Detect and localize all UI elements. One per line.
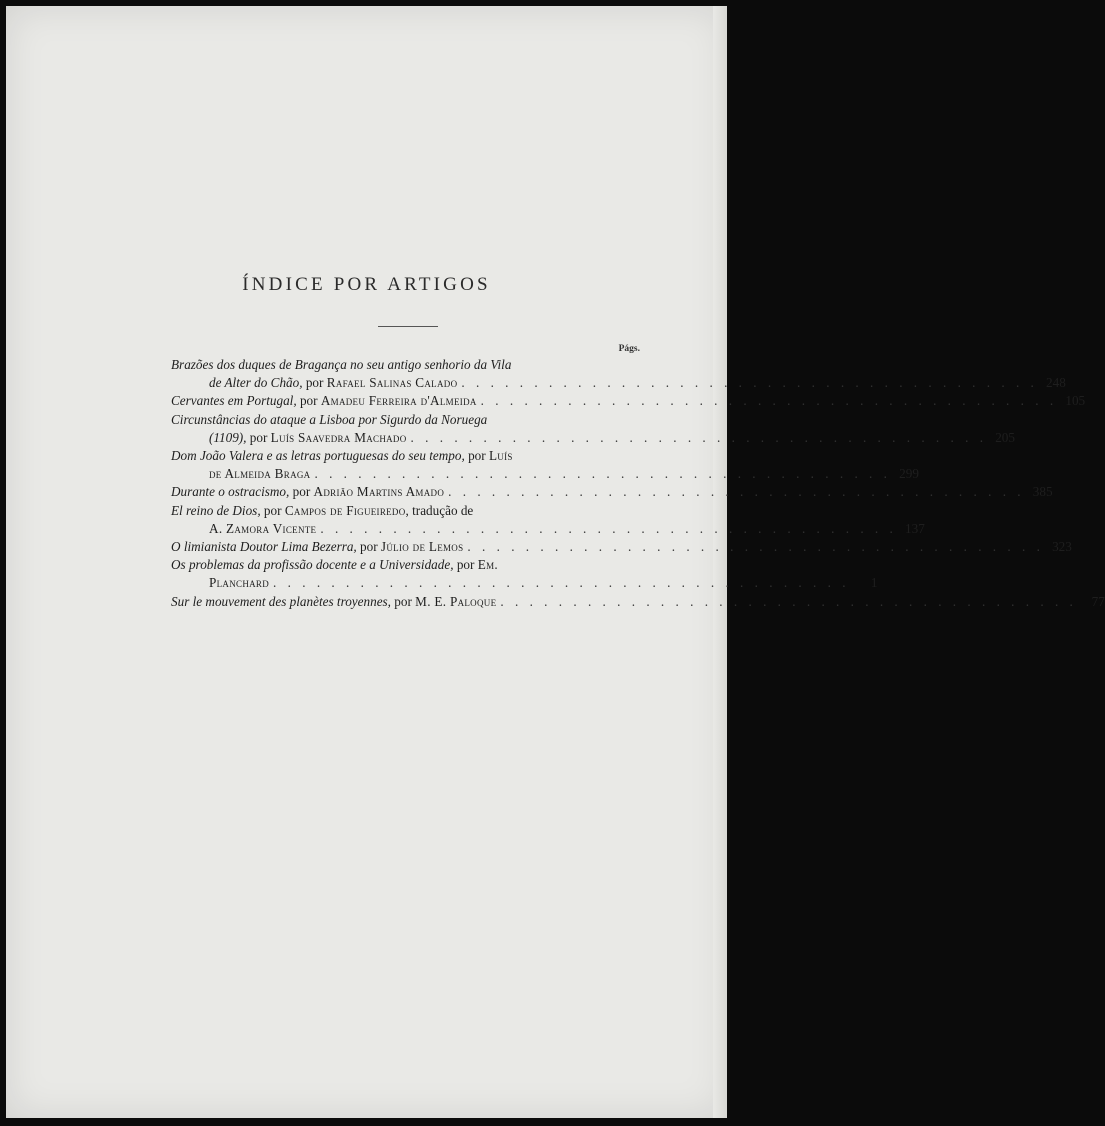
by-word: por [356, 539, 381, 555]
article-title: Circunstâncias do ataque a Lisboa por Sigurdo da Noruega [171, 411, 488, 427]
article-author: Luís Saavedra Machado [270, 429, 407, 445]
toc-entry-line [171, 502, 647, 520]
article-title: Brazões dos duques de Bragança no seu antigo senhorio da Vila [171, 357, 512, 372]
toc-entry [171, 483, 1053, 501]
toc-entry [171, 356, 1066, 392]
article-title: Cervantes em Portugal, [171, 393, 297, 409]
article-author: Amadeu Ferreira d'Almeida [320, 393, 477, 409]
article-author: Adrião Martins Amado [313, 484, 445, 500]
toc-entry-line [171, 374, 1066, 392]
toc-entry-line [171, 429, 1015, 447]
dot-leader: . . . . . . . . . . . . . . . . . . . . . . . . . . . . . . . . . . . . . . . . [461, 375, 1038, 391]
toc-entry-line [171, 483, 1053, 501]
dot-leader: . . . . . . . . . . . . . . . . . . . . . . . . . . . . . . . . . . . . . . . . [410, 429, 987, 445]
translator-note: , tradução de [405, 502, 474, 518]
article-author: M. E. Paloque [415, 593, 497, 609]
article-title: El reino de Dios, [171, 502, 261, 518]
page-edge [713, 6, 727, 1118]
page-number: 1 [870, 575, 878, 591]
scanned-page [6, 6, 1105, 1118]
toc-entry-line [171, 556, 647, 574]
article-author: Em. [477, 557, 498, 573]
article-title: Sur le mouvement des planètes troyennes, [171, 593, 391, 609]
toc-entry-line [171, 447, 647, 465]
page-number: 248 [1046, 375, 1066, 391]
dot-leader: . . . . . . . . . . . . . . . . . . . . . . . . . . . . . . . . . . . . . . . . [314, 466, 891, 482]
by-word: por [453, 557, 478, 573]
article-title: de Alter do Chão, [209, 375, 303, 391]
article-author: Planchard [209, 575, 270, 591]
page-number: 77 [1091, 593, 1105, 609]
dot-leader: . . . . . . . . . . . . . . . . . . . . . . . . . . . . . . . . . . . . . . . . [273, 575, 850, 591]
pages-column-label: Págs. [618, 344, 640, 354]
dot-leader: . . . . . . . . . . . . . . . . . . . . . . . . . . . . . . . . . . . . . . . . [467, 539, 1044, 555]
toc-entry [171, 593, 1105, 611]
toc-entry-line [171, 593, 1105, 611]
toc-entry [171, 502, 925, 538]
toc-entry-line [171, 574, 878, 592]
by-word: por [260, 502, 285, 518]
page-number: 205 [995, 429, 1015, 445]
article-title: Dom João Valera e as letras portuguesas do seu tempo, [171, 448, 465, 464]
toc-entry [171, 392, 1086, 410]
toc-entry [171, 447, 919, 483]
title-divider [378, 326, 438, 327]
by-word: por [302, 375, 327, 391]
by-word: por [390, 593, 416, 609]
by-word: por [464, 448, 489, 464]
toc-entry [171, 538, 1072, 556]
dot-leader: . . . . . . . . . . . . . . . . . . . . . . . . . . . . . . . . . . . . . . . . [500, 593, 1077, 609]
article-author: A. Zamora Vicente [209, 520, 317, 536]
article-author: Rafael Salinas Calado [326, 375, 458, 391]
toc-entry-line [171, 411, 647, 429]
article-title: O limianista Doutor Lima Bezerra, [171, 539, 357, 555]
article-title: (1109), [209, 429, 247, 445]
article-author: de Almeida Braga [209, 466, 311, 482]
toc-entry-line [171, 538, 1072, 556]
by-word: por [246, 429, 271, 445]
toc-entry-line [171, 392, 1086, 410]
dot-leader: . . . . . . . . . . . . . . . . . . . . . . . . . . . . . . . . . . . . . . . . [448, 484, 1025, 500]
toc-entry-line [171, 465, 919, 483]
toc-entry [171, 556, 878, 592]
dot-leader: . . . . . . . . . . . . . . . . . . . . . . . . . . . . . . . . . . . . . . . . [320, 520, 897, 536]
article-author: Júlio de Lemos [380, 539, 464, 555]
toc-entry-line [171, 356, 647, 374]
page-number: 323 [1052, 539, 1072, 555]
article-title: Durante o ostracismo, [171, 484, 290, 500]
dot-leader: . . . . . . . . . . . . . . . . . . . . . . . . . . . . . . . . . . . . . . . . [480, 393, 1058, 409]
page-title: ÍNDICE POR ARTIGOS [242, 274, 491, 295]
page-number: 137 [905, 520, 925, 536]
page-number: 105 [1065, 393, 1086, 409]
page-number: 385 [1032, 484, 1053, 500]
page-number: 299 [899, 466, 919, 482]
by-word: por [296, 393, 321, 409]
article-author: Campos de Figueiredo [284, 502, 406, 518]
toc-entry [171, 411, 1015, 447]
article-title: Os problemas da profissão docente e a Universidade, [171, 557, 454, 573]
toc-entry-line [171, 520, 925, 538]
article-author: Luís [488, 448, 513, 464]
table-of-contents [171, 356, 1105, 611]
by-word: por [289, 484, 314, 500]
